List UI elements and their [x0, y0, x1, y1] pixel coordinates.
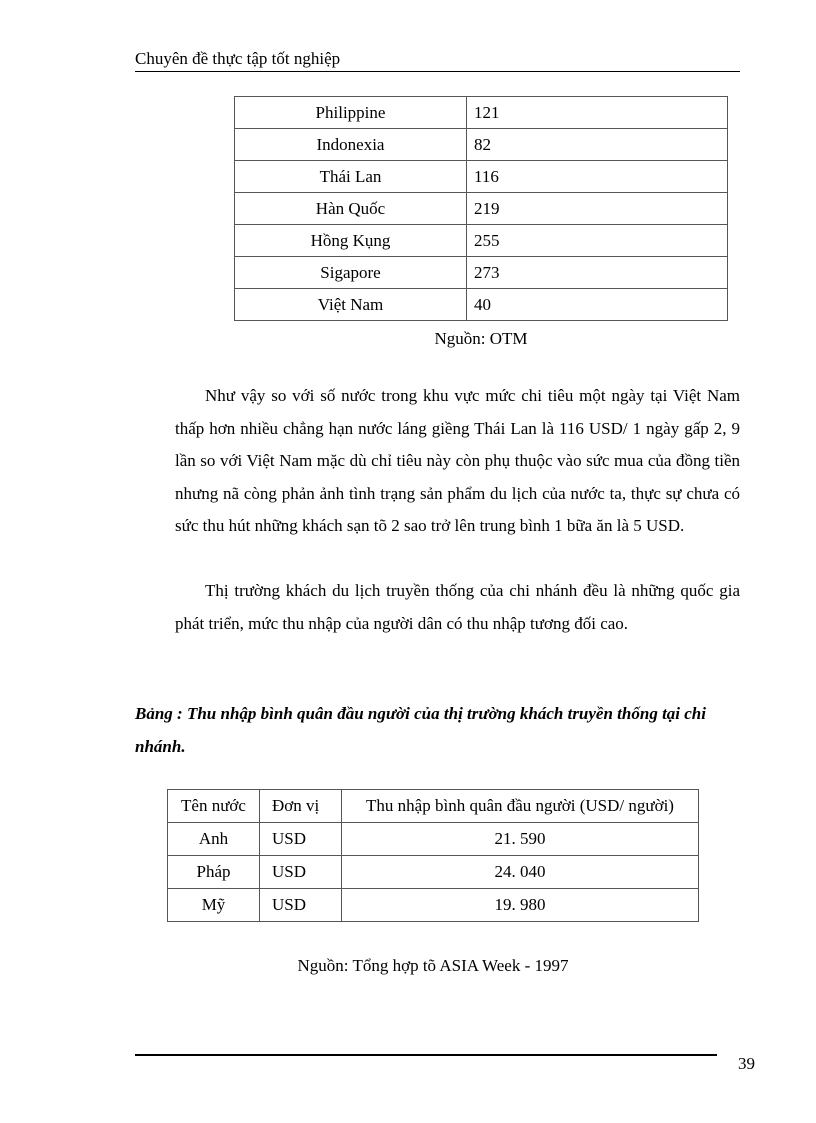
income-cell: 24. 040	[342, 856, 699, 889]
country-cell: Hàn Quốc	[235, 193, 467, 225]
value-cell: 82	[467, 129, 728, 161]
table-row	[235, 161, 728, 193]
country-cell: Indonexia	[235, 129, 467, 161]
table-row	[168, 856, 699, 889]
income-table	[167, 789, 699, 922]
unit-cell: USD	[260, 889, 342, 922]
header-income: Thu nhập bình quân đầu người (USD/ người)	[342, 790, 699, 823]
value-cell: 219	[467, 193, 728, 225]
header-unit: Đơn vị	[260, 790, 342, 823]
country-cell: Việt Nam	[235, 289, 467, 321]
table-header-row	[168, 790, 699, 823]
table-row	[168, 823, 699, 856]
value-cell: 40	[467, 289, 728, 321]
country-cell: Anh	[168, 823, 260, 856]
header-country: Tên nước	[168, 790, 260, 823]
table-row	[235, 193, 728, 225]
unit-cell: USD	[260, 856, 342, 889]
country-cell: Philippine	[235, 97, 467, 129]
header-title: Chuyên đề thực tập tốt nghiệp	[135, 49, 341, 68]
income-cell: 19. 980	[342, 889, 699, 922]
unit-cell: USD	[260, 823, 342, 856]
paragraph-2: Thị trường khách du lịch truyền thống của chi nhánh đều là những quốc gia phát triển, mức thu nhập của người dân có thu nhập tương đối cao.	[175, 581, 740, 633]
footer-rule	[135, 1054, 717, 1056]
table2-caption: Bảng : Thu nhập bình quân đầu người của thị trường khách truyền thống tại chi nhánh.	[135, 704, 706, 756]
table-row	[235, 257, 728, 289]
table-row	[235, 97, 728, 129]
value-cell: 121	[467, 97, 728, 129]
value-cell: 255	[467, 225, 728, 257]
table1-source: Nguồn: OTM	[434, 329, 528, 348]
country-cell: Thái Lan	[235, 161, 467, 193]
paragraph-1: Như vậy so với số nước trong khu vực mức chi tiêu một ngày tại Việt Nam thấp hơn nhiều chẳng hạn nước láng giềng Thái Lan là 116 USD/ 1 ngày gấp 2, 9 lần so với Việt Nam mặc dù chỉ tiêu này còn phụ thuộc vào sức mua của đồng tiền nhưng nã còng phản ảnh tình trạng sản phẩm du lịch của nước ta, thực sự chưa có sức thu hút những khách sạn tõ 2 sao trở lên trung bình 1 bữa ăn là 5 USD.	[175, 386, 740, 535]
header-rule	[135, 71, 740, 72]
table-row	[168, 889, 699, 922]
table-row	[235, 225, 728, 257]
value-cell: 116	[467, 161, 728, 193]
income-cell: 21. 590	[342, 823, 699, 856]
table2-source: Nguồn: Tổng hợp tõ ASIA Week - 1997	[297, 956, 569, 975]
country-cell: Mỹ	[168, 889, 260, 922]
page-number: 39	[738, 1054, 755, 1073]
value-cell: 273	[467, 257, 728, 289]
country-cell: Sigapore	[235, 257, 467, 289]
table-row	[235, 129, 728, 161]
spending-table	[234, 96, 728, 321]
country-cell: Pháp	[168, 856, 260, 889]
table-row	[235, 289, 728, 321]
country-cell: Hồng Kụng	[235, 225, 467, 257]
